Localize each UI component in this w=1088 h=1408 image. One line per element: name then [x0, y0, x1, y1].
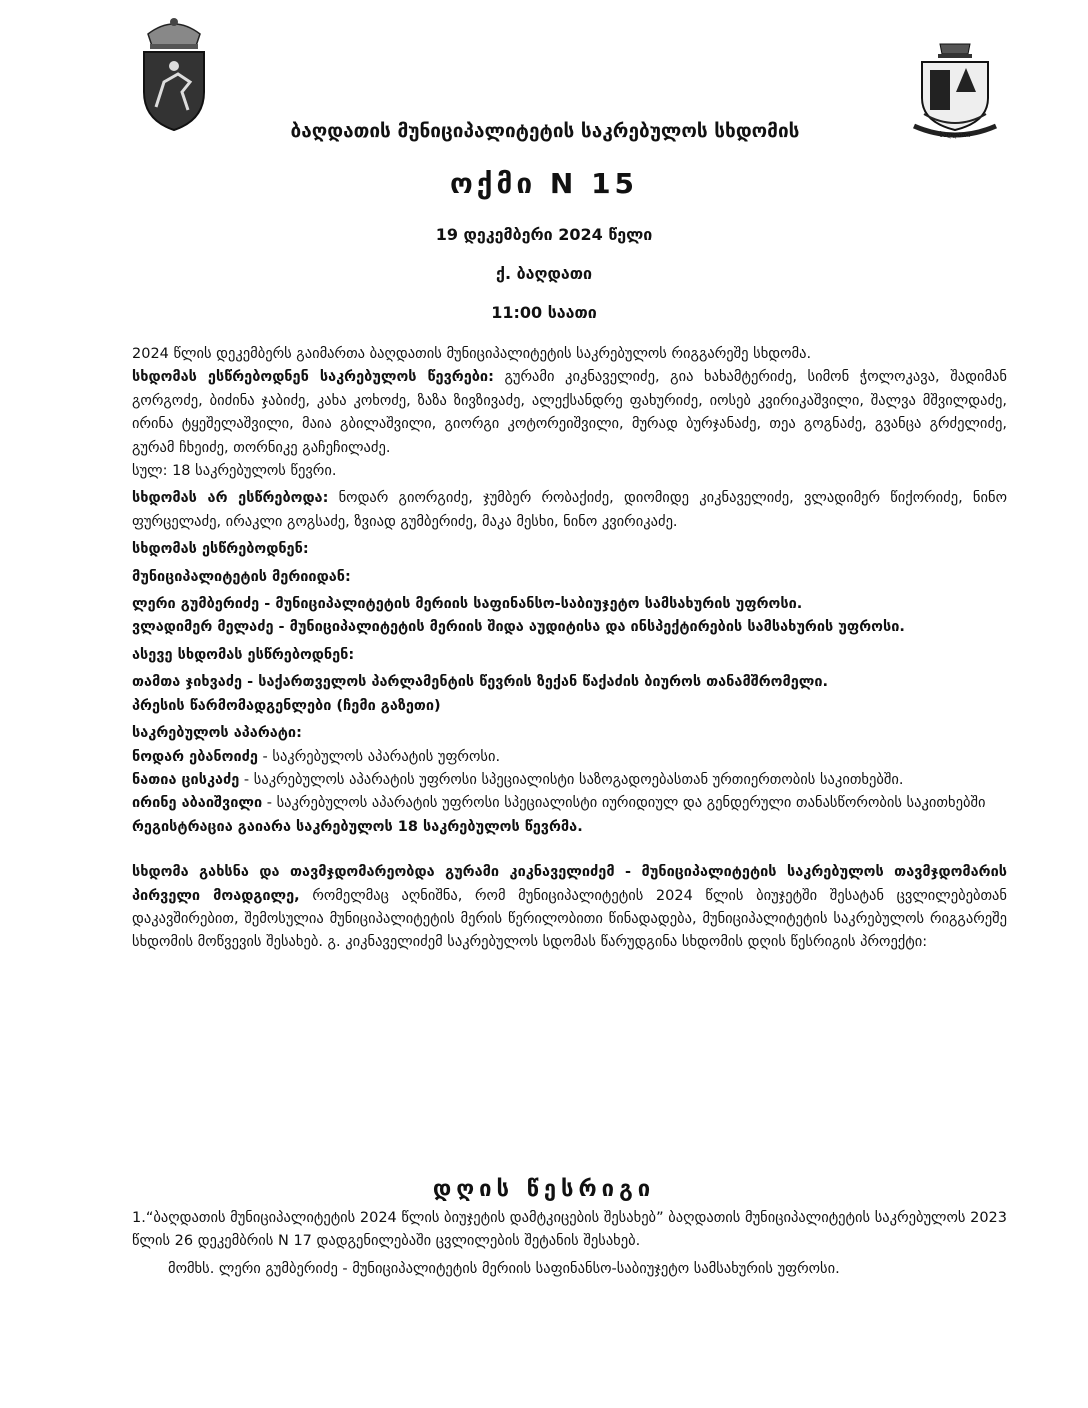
protocol-body	[132, 343, 1007, 955]
mayor-attendee-1: ლერი გუმბერიძე - მუნიციპალიტეტის მერიის საფინანსო-საბიუჯეტო სამსახურის უფროსი.	[132, 596, 803, 613]
intro-paragraph: 2024 წლის დეკემბერს გაიმართა ბაღდათის მუნიციპალიტეტის საკრებულოს რიგგარეშე სხდომა.	[132, 346, 812, 362]
council-title: ბაღდათის მუნიციპალიტეტის საკრებულოს სხდომის	[290, 120, 800, 142]
mayor-attendee-2: ვლადიმერ მელაძე - მუნიციპალიტეტის მერიის შიდა აუდიტისა და ინსპექტირების სამსახურის უფროსი.	[132, 619, 905, 636]
absent-label: სხდომას არ ესწრებოდა:	[132, 490, 329, 507]
georgia-coat-of-arms-icon	[134, 12, 214, 132]
protocol-title: ოქმი N 15	[449, 167, 639, 200]
opening-paragraph	[132, 861, 1007, 955]
apparatus-member-2-name: ნათია ცისკაძე	[132, 771, 240, 788]
agenda-section	[132, 1207, 1007, 1281]
apparatus-member-2	[132, 769, 1007, 792]
apparatus-member-2-role: - საკრებულოს აპარატის უფროსი სპეციალისტი საზოგადოებასთან ურთიერთობის საკითხებში.	[239, 771, 904, 788]
absent-members: ნოდარ გიორგიძე, ჯუმბერ რობაქიძე, დიომიდე კიკნაველიძე, ვლადიმერ წიქორიძე, ნინო ფურცელაძე, ირაკლი გოგსაძე, ზვიად გუმბერიძე, მაკა მესხი, ნინო კვირიკაძე.	[132, 490, 1007, 530]
opening-text: რომელმაც აღნიშნა, რომ მუნიციპალიტეტის 2024 წლის ბიუჯეტში შესატან ცვლილებებთან დაკავშირებით, შემოსულია მუნიციპალიტეტის მერის წერილობითი წინადადება, მუნიციპალიტეტის საკრებულოს რიგგარეშე სხდომის მოწვევის შესახებ. გ. კიკნაველიძემ საკრებულოს სდომას წარუდგინა სხდომის დღის წესრიგის პროექტი:	[132, 887, 1007, 951]
apparatus-member-1-role: - საკრებულოს აპარატის უფროსი.	[257, 748, 501, 765]
present-label: სხდომას ესწრებოდნენ საკრებულოს წევრები:	[132, 369, 494, 386]
also-attendee-2: პრესის წარმომადგენლები (ჩემი გაზეთი)	[132, 697, 441, 714]
also-attendee-1: თამთა ჯიხვაძე - საქართველოს პარლამენტის წევრის ზექან წაქაძის ბიუროს თანამშრომელი.	[132, 674, 828, 691]
mayor-office-label: მუნიციპალიტეტის მერიიდან:	[132, 568, 351, 585]
registration-note: რეგისტრაცია გაიარა საკრებულოს 18 საკრებულოს წევრმა.	[132, 818, 583, 835]
agenda-item-1: 1.“ბაღდათის მუნიციპალიტეტის 2024 წლის ბიუჯეტის დამტკიცების შესახებ” ბაღდათის მუნიციპალიტეტის საკრებულოს 2023 წლის 26 დეკემბრის N 17 დადგენილებაში ცვლილების შეტანის შესახებ.	[132, 1210, 1007, 1250]
present-members: გურამი კიკნაველიძე, გია ხახამტერიძე, სიმონ ჭოლოკავა, შადიმან გორგოძე, ბიძინა ჯაბიძე, კახა კოხოძე, ზაზა ზივზივაძე, ალექსანდრე ფახურიძე, იოსებ კვირიკაშვილი, შალვა მშვილდაძე, ირინა ტყეშელაშვილი, მაია გბილაშვილი, გიორგი კოტორეიშვილი, მურად ბურჯანაძე, თეა გოგნაძე, გვანცა გრძელიძე, გურამ ჩხეიძე, თორნიკე გაჩეჩილაძე.	[132, 369, 1007, 456]
absent-members-paragraph	[132, 487, 1007, 534]
total-members: სულ: 18 საკრებულოს წევრი.	[132, 463, 337, 480]
session-time: 11:00 საათი	[491, 303, 597, 322]
apparatus-member-1	[132, 746, 1007, 769]
apparatus-member-3	[132, 792, 1007, 815]
apparatus-label: საკრებულოს აპარატი:	[132, 725, 302, 742]
apparatus-member-1-name: ნოდარ ებანოიძე	[132, 748, 258, 765]
agenda-title: დღის წესრიგი	[432, 1177, 656, 1202]
present-members-paragraph	[132, 366, 1007, 460]
opening-chair: სხდომა გახსნა და თავმჯდომარეობდა გურამი კიკნაველიძემ - მუნიციპალიტეტის საკრებულოს თავმჯდომარის პირველი მოადგილე,	[132, 864, 1007, 904]
emblem-label: ბაღდათი	[939, 131, 971, 139]
apparatus-member-3-name: ირინე აბაიშვილი	[132, 795, 263, 812]
also-label: ასევე სხდომას ესწრებოდნენ:	[132, 646, 355, 663]
apparatus-member-3-role: - საკრებულოს აპარატის უფროსი სპეციალისტი იურიდიულ და გენდერული თანასწორობის საკითხებში	[262, 795, 986, 812]
agenda-item-1-speaker: მომხს. ლერი გუმბერიძე - მუნიციპალიტეტის მერიის საფინანსო-საბიუჯეტო სამსახურის უფროსი.	[168, 1260, 840, 1277]
session-date: 19 დეკემბერი 2024 წელი	[435, 225, 653, 244]
session-place: ქ. ბაღდათი	[496, 264, 592, 283]
attendees-label: სხდომას ესწრებოდნენ:	[132, 541, 309, 558]
